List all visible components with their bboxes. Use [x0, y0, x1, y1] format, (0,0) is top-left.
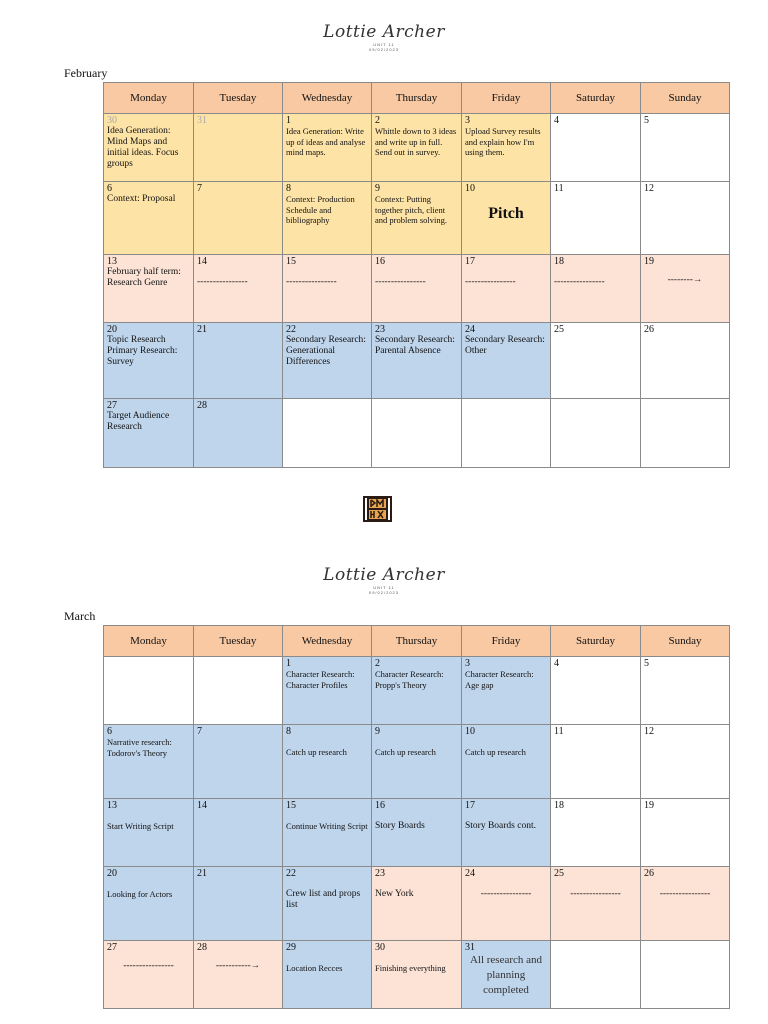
- completion-entry: All research and planning completed: [469, 954, 543, 996]
- day-number: 20: [107, 868, 117, 879]
- day-cell: [641, 657, 730, 725]
- day-entry: Idea Generation: Mind Maps and initial ideas. Focus groups: [107, 126, 179, 169]
- day-cell: [194, 323, 283, 399]
- day-number: 2: [375, 658, 380, 669]
- day-cell: [194, 182, 283, 255]
- day-entry: Whittle down to 3 ideas and write up in full. Send out in survey.: [375, 126, 457, 157]
- day-number: 24: [465, 324, 475, 335]
- day-number: 25: [554, 324, 564, 335]
- day-number: 13: [107, 800, 117, 811]
- february-calendar: [103, 82, 730, 468]
- day-entry: Continue Writing Script: [286, 821, 368, 831]
- weekday-header-row: [104, 626, 730, 657]
- day-cell: [283, 323, 372, 399]
- day-number: 14: [197, 800, 207, 811]
- day-cell: [194, 867, 283, 941]
- day-number: 28: [197, 942, 207, 953]
- header-date: 09/02/2023: [368, 590, 400, 595]
- day-cell: [104, 114, 194, 182]
- calendar-week-row: [104, 114, 730, 182]
- day-number: 11: [554, 726, 564, 737]
- day-cell: [104, 657, 194, 725]
- author-signature: Lottie Archer: [323, 22, 445, 42]
- day-entry: Catch up research: [375, 747, 436, 757]
- day-cell: [551, 182, 641, 255]
- day-cell: [372, 941, 462, 1009]
- film-strip-logo-icon: [362, 493, 393, 525]
- day-number: 8: [286, 183, 291, 194]
- day-cell: [551, 725, 641, 799]
- day-cell: [372, 182, 462, 255]
- day-cell: [283, 114, 372, 182]
- day-cell: [462, 725, 551, 799]
- day-cell: [551, 399, 641, 468]
- february-page-header: [0, 22, 768, 52]
- day-entry: Story Boards: [375, 821, 425, 831]
- author-signature: Lottie Archer: [323, 565, 445, 585]
- weekday-header-row: [104, 83, 730, 114]
- day-number: 22: [286, 324, 296, 335]
- calendar-week-row: [104, 867, 730, 941]
- day-number: 15: [286, 800, 296, 811]
- day-entry: Secondary Research: Parental Absence: [375, 335, 455, 356]
- day-number: 19: [644, 800, 654, 811]
- day-number: 21: [197, 868, 207, 879]
- day-number: 13: [107, 256, 117, 267]
- day-number: 9: [375, 726, 380, 737]
- day-number: 16: [375, 800, 385, 811]
- day-entry: New York: [375, 889, 414, 899]
- day-cell: [372, 255, 462, 323]
- continuation-dashes: ----------------: [123, 961, 174, 971]
- day-cell: [194, 657, 283, 725]
- day-cell: [462, 799, 551, 867]
- day-cell: [104, 255, 194, 323]
- day-cell: [641, 941, 730, 1009]
- day-entry: Narrative research: Todorov's Theory: [107, 737, 172, 758]
- day-number: 15: [286, 256, 296, 267]
- calendar-week-row: [104, 399, 730, 468]
- calendar-week-row: [104, 657, 730, 725]
- day-number: 6: [107, 183, 112, 194]
- weekday-header: Wednesday: [283, 83, 372, 114]
- calendar-week-row: [104, 799, 730, 867]
- day-cell: [194, 255, 283, 323]
- day-number: 23: [375, 868, 385, 879]
- day-number: 29: [286, 942, 296, 953]
- day-cell: [194, 799, 283, 867]
- day-entry: Target Audience Research: [107, 411, 170, 432]
- day-cell: [104, 323, 194, 399]
- continuation-arrow: --------→: [667, 275, 703, 285]
- day-cell: [104, 182, 194, 255]
- weekday-header: Sunday: [641, 626, 730, 657]
- day-cell: [462, 867, 551, 941]
- weekday-header: Thursday: [372, 83, 462, 114]
- continuation-arrow: -----------→: [215, 961, 261, 971]
- day-cell: [551, 323, 641, 399]
- day-cell: [194, 399, 283, 468]
- day-number: 27: [107, 942, 117, 953]
- day-number: 20: [107, 324, 117, 335]
- day-number: 24: [465, 868, 475, 879]
- day-number: 12: [644, 726, 654, 737]
- day-cell: [372, 799, 462, 867]
- weekday-header: Saturday: [551, 83, 641, 114]
- day-number: 19: [644, 256, 654, 267]
- weekday-header: Wednesday: [283, 626, 372, 657]
- day-entry: Character Research: Character Profiles: [286, 669, 355, 690]
- day-entry: Looking for Actors: [107, 889, 173, 899]
- day-cell: [104, 399, 194, 468]
- day-number: 1: [286, 658, 291, 669]
- day-cell: [462, 114, 551, 182]
- day-cell: [283, 799, 372, 867]
- day-cell: [104, 941, 194, 1009]
- day-entry: Crew list and props list: [286, 889, 361, 910]
- day-cell: [462, 182, 551, 255]
- day-number: 7: [197, 726, 202, 737]
- month-label-february: February: [64, 66, 108, 80]
- day-number: 28: [197, 400, 207, 411]
- day-entry: Catch up research: [465, 747, 526, 757]
- day-cell: [641, 114, 730, 182]
- day-cell: [283, 657, 372, 725]
- day-cell: [372, 114, 462, 182]
- day-number: 30: [107, 115, 117, 126]
- continuation-dashes: ----------------: [465, 277, 516, 287]
- unit-label: UNIT 11: [373, 42, 395, 47]
- day-entry: Context: Putting together pitch, client and problem solving.: [375, 194, 448, 225]
- day-number: 14: [197, 256, 207, 267]
- day-number: 4: [554, 658, 559, 669]
- day-cell: [641, 725, 730, 799]
- day-cell: [462, 255, 551, 323]
- day-cell: [283, 182, 372, 255]
- weekday-header: Saturday: [551, 626, 641, 657]
- day-number: 3: [465, 658, 470, 669]
- day-cell: [551, 867, 641, 941]
- day-cell: [283, 867, 372, 941]
- day-number: 27: [107, 400, 117, 411]
- day-cell: [462, 399, 551, 468]
- day-number: 26: [644, 868, 654, 879]
- day-entry: February half term: Research Genre: [107, 267, 181, 288]
- weekday-header: Tuesday: [194, 83, 283, 114]
- day-cell: [641, 323, 730, 399]
- calendar-week-row: [104, 323, 730, 399]
- day-cell: [283, 399, 372, 468]
- calendar-week-row: [104, 725, 730, 799]
- day-number: 18: [554, 800, 564, 811]
- month-label-march: March: [64, 609, 96, 623]
- day-entry: Finishing everything: [375, 963, 446, 973]
- continuation-dashes: ----------------: [375, 277, 426, 287]
- day-entry: Start Writing Script: [107, 821, 174, 831]
- day-number: 22: [286, 868, 296, 879]
- day-cell: [462, 323, 551, 399]
- day-number: 26: [644, 324, 654, 335]
- day-cell: [462, 657, 551, 725]
- day-entry: Character Research: Age gap: [465, 669, 534, 690]
- day-cell: [194, 725, 283, 799]
- header-date: 09/02/2023: [368, 47, 400, 52]
- day-cell: [104, 867, 194, 941]
- day-cell: [283, 941, 372, 1009]
- day-cell: [641, 255, 730, 323]
- day-cell: [194, 941, 283, 1009]
- day-entry: Context: Production Schedule and bibliography: [286, 194, 355, 225]
- day-number: 11: [554, 183, 564, 194]
- day-number: 23: [375, 324, 385, 335]
- day-entry: Context: Proposal: [107, 194, 176, 204]
- day-cell: [641, 182, 730, 255]
- day-number: 1: [286, 115, 291, 126]
- day-cell: [372, 657, 462, 725]
- day-cell: [551, 941, 641, 1009]
- calendar-week-row: [104, 941, 730, 1009]
- day-cell: [194, 114, 283, 182]
- day-number: 17: [465, 256, 475, 267]
- day-cell: [283, 255, 372, 323]
- day-cell: [104, 725, 194, 799]
- weekday-header: Sunday: [641, 83, 730, 114]
- day-number: 12: [644, 183, 654, 194]
- weekday-header: Monday: [104, 83, 194, 114]
- day-entry: Secondary Research: Generational Differences: [286, 335, 366, 367]
- day-entry: Idea Generation: Write up of ideas and analyse mind maps.: [286, 126, 366, 157]
- day-number: 5: [644, 658, 649, 669]
- day-cell: [551, 799, 641, 867]
- unit-label: UNIT 11: [373, 585, 395, 590]
- day-entry: Upload Survey results and explain how I'm using them.: [465, 126, 541, 157]
- day-number: 25: [554, 868, 564, 879]
- calendar-week-row: [104, 182, 730, 255]
- day-number: 17: [465, 800, 475, 811]
- day-cell: [551, 114, 641, 182]
- continuation-dashes: ----------------: [659, 889, 711, 899]
- continuation-dashes: ----------------: [554, 277, 605, 287]
- calendar-week-row: [104, 255, 730, 323]
- day-cell: [372, 323, 462, 399]
- weekday-header: Thursday: [372, 626, 462, 657]
- day-entry: Topic Research Primary Research: Survey: [107, 335, 178, 367]
- day-cell: [372, 867, 462, 941]
- continuation-dashes: ----------------: [286, 277, 337, 287]
- day-number: 31: [465, 942, 475, 953]
- day-number: 5: [644, 115, 649, 126]
- day-number: 8: [286, 726, 291, 737]
- day-number: 9: [375, 183, 380, 194]
- day-cell: [641, 399, 730, 468]
- day-number: 2: [375, 115, 380, 126]
- day-number: 7: [197, 183, 202, 194]
- continuation-dashes: ----------------: [480, 889, 532, 899]
- march-calendar: [103, 625, 730, 1009]
- continuation-dashes: ----------------: [197, 277, 248, 287]
- day-cell: [641, 867, 730, 941]
- day-number: 16: [375, 256, 385, 267]
- day-number: 4: [554, 115, 559, 126]
- day-cell: [551, 657, 641, 725]
- day-entry: Character Research: Propp's Theory: [375, 669, 444, 690]
- continuation-dashes: ----------------: [570, 889, 621, 899]
- day-cell: [372, 399, 462, 468]
- weekday-header: Monday: [104, 626, 194, 657]
- pitch-entry: Pitch: [488, 205, 524, 222]
- day-cell: [462, 941, 551, 1009]
- weekday-header: Friday: [462, 626, 551, 657]
- day-cell: [104, 799, 194, 867]
- day-number: 3: [465, 115, 470, 126]
- day-number: 10: [465, 183, 475, 194]
- day-entry: Catch up research: [286, 747, 347, 757]
- weekday-header: Friday: [462, 83, 551, 114]
- day-cell: [641, 799, 730, 867]
- day-cell: [551, 255, 641, 323]
- day-number: 21: [197, 324, 207, 335]
- day-number: 30: [375, 942, 385, 953]
- day-number: 31: [197, 115, 207, 126]
- day-entry: Location Recces: [286, 963, 343, 973]
- day-cell: [372, 725, 462, 799]
- day-number: 6: [107, 726, 112, 737]
- day-number: 18: [554, 256, 564, 267]
- weekday-header: Tuesday: [194, 626, 283, 657]
- day-cell: [283, 725, 372, 799]
- march-page-header: [0, 565, 768, 595]
- day-entry: Secondary Research: Other: [465, 335, 545, 356]
- day-entry: Story Boards cont.: [465, 821, 536, 831]
- day-number: 10: [465, 726, 475, 737]
